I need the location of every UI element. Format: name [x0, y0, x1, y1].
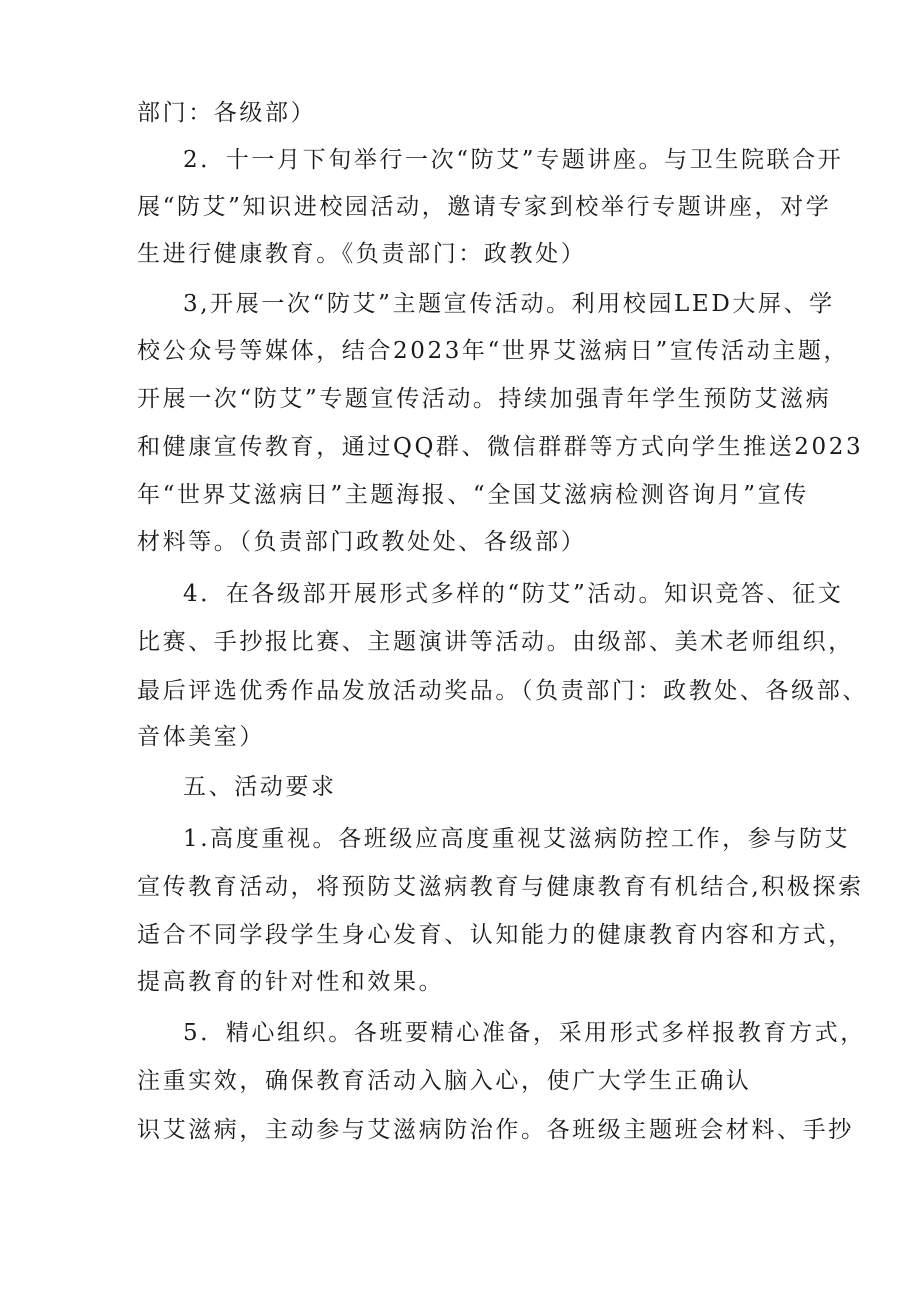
text-line: 部门：各级部）	[137, 100, 317, 126]
requirement-5-line: 5．精心组织。各班要精心准备，采用形式多样报教育方式，	[183, 1020, 866, 1046]
text-line: 材料等。（负责部门政教处处、各级部）	[137, 529, 587, 555]
section-heading: 五、活动要求	[183, 774, 337, 800]
text-line: 校公众号等媒体，结合2023年“世界艾滋病日”宣传活动主题，	[137, 338, 850, 364]
text-line: 比赛、手抄报比赛、主题演讲等活动。由级部、美术老师组织，	[137, 629, 854, 655]
text-line: 音体美室）	[137, 724, 265, 750]
text-line: 最后评选优秀作品发放活动奖品。（负责部门：政教处、各级部、	[137, 678, 868, 704]
text-line: 注重实效，确保教育活动入脑入心，使广大学生正确认	[137, 1068, 752, 1094]
text-line: 宣传教育活动，将预防艾滋病教育与健康教育有机结合,积极探索	[137, 874, 864, 900]
text-line: 年“世界艾滋病日”主题海报、“全国艾滋病检测咨询月”宣传	[137, 482, 809, 508]
paragraph-4-line: 4．在各级部开展形式多样的“防艾”活动。知识竞答、征文	[183, 581, 844, 607]
text-line: 适合不同学段学生身心发育、认知能力的健康教育内容和方式，	[137, 922, 854, 948]
text-line: 生进行健康教育。《负责部门：政教处）	[137, 241, 587, 267]
text-line: 开展一次“防艾”专题宣传活动。持续加强青年学生预防艾滋病	[137, 386, 832, 412]
text-line: 和健康宣传教育，通过QQ群、微信群群等方式向学生推送2023	[137, 434, 864, 460]
text-line: 展“防艾”知识进校园活动，邀请专家到校举行专题讲座，对学	[137, 194, 832, 220]
paragraph-3-line: 3,开展一次“防艾”主题宣传活动。利用校园LED大屏、学	[183, 291, 835, 317]
paragraph-2-line: 2．十一月下旬举行一次“防艾”专题讲座。与卫生院联合开	[183, 147, 844, 173]
text-line: 识艾滋病，主动参与艾滋病防治作。各班级主题班会材料、手抄	[137, 1117, 854, 1143]
requirement-1-line: 1.高度重视。各班级应高度重视艾滋病防控工作，参与防艾	[183, 826, 851, 852]
text-line: 提高教育的针对性和效果。	[137, 969, 445, 995]
